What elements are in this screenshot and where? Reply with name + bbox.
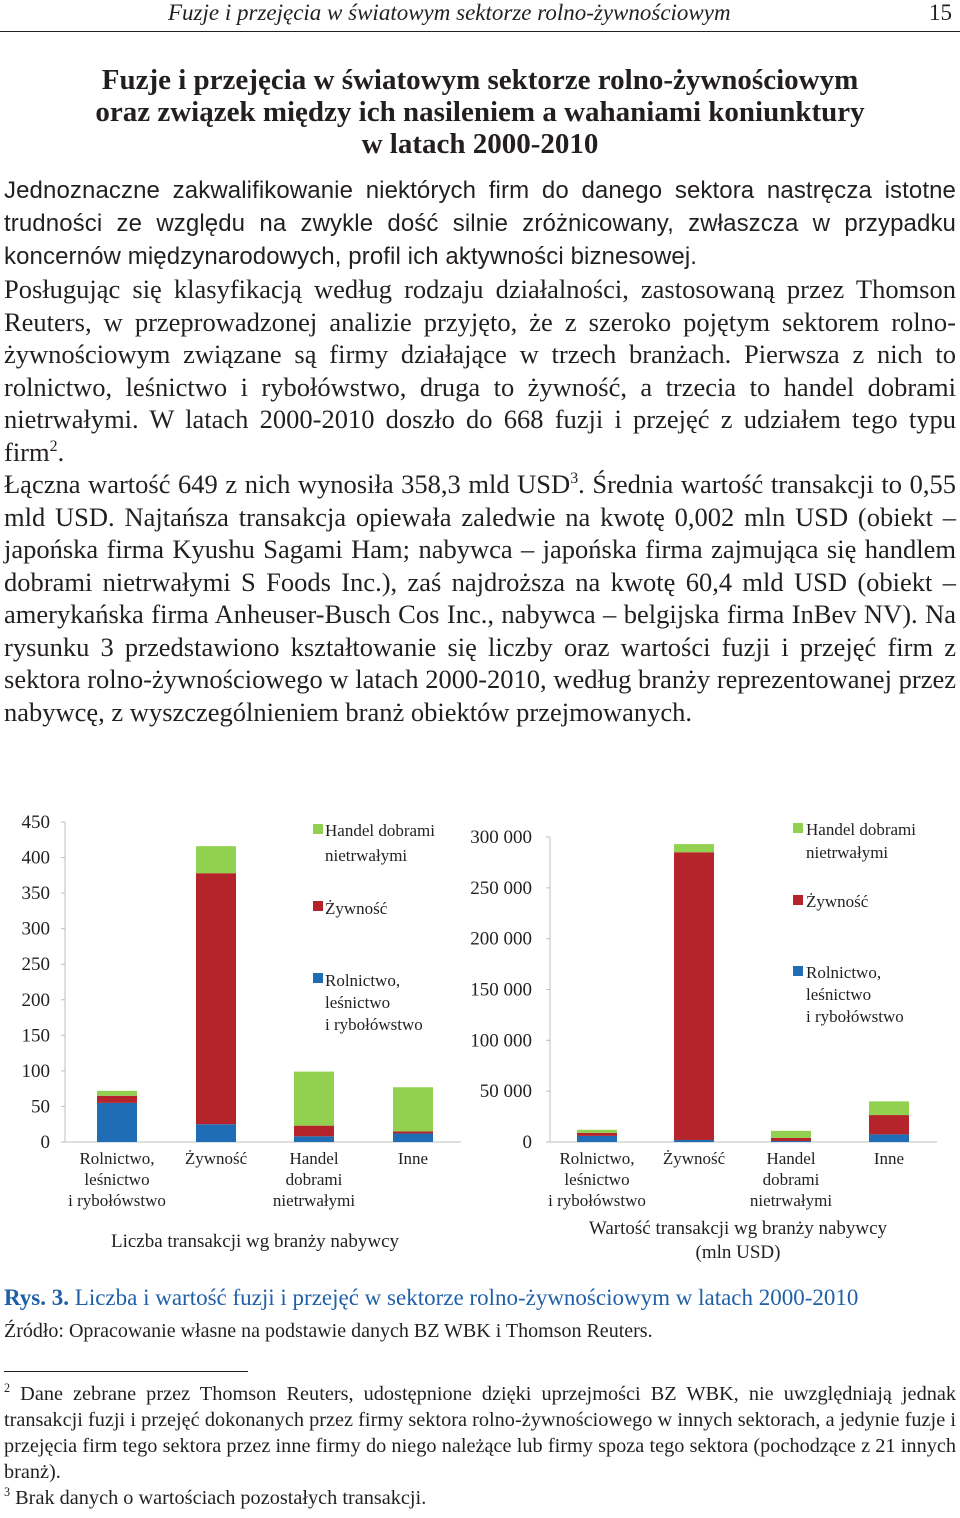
page-number: 15 <box>929 0 952 25</box>
legend-label: Żywność <box>806 892 869 911</box>
x-category-label: Rolnictwo, <box>559 1149 635 1168</box>
bar-segment <box>577 1133 617 1136</box>
y-tick-label: 100 <box>21 1060 50 1082</box>
y-tick-label: 0 <box>522 1132 532 1153</box>
y-tick-label: 250 <box>21 954 50 976</box>
body-text <box>4 273 956 728</box>
x-category-label: Inne <box>397 1149 429 1168</box>
x-category-label: i rybołówstwo <box>548 1191 646 1210</box>
legend-label: i rybołówstwo <box>806 1007 904 1026</box>
bar-segment <box>196 846 236 873</box>
x-category-label: leśnictwo <box>84 1170 150 1189</box>
legend-label: Żywność <box>325 899 388 918</box>
legend-label: leśnictwo <box>806 985 872 1004</box>
footnote-ref: 2 <box>49 437 58 455</box>
x-category-label: nietrwałymi <box>272 1191 356 1210</box>
y-tick-label: 50 000 <box>479 1081 532 1103</box>
x-category-label: i rybołówstwo <box>68 1191 166 1210</box>
x-category-label: Żywność <box>662 1149 726 1168</box>
paragraph-text: . <box>57 436 65 467</box>
running-title: Fuzje i przejęcia w światowym sektorze rolno-żywnościowym <box>168 0 731 25</box>
footnote <box>4 1485 956 1511</box>
y-tick-label: 450 <box>21 812 50 833</box>
y-tick-label: 100 000 <box>470 1030 532 1052</box>
paragraph-text: Łączna wartość 649 z nich wynosiła 358,3 mld USD <box>4 469 571 499</box>
footnote-mark: 3 <box>4 1485 11 1500</box>
y-tick-label: 50 <box>31 1096 50 1118</box>
bar-segment <box>393 1087 433 1131</box>
footnotes <box>4 1381 956 1511</box>
bar-segment <box>771 1138 811 1141</box>
bar-segment <box>294 1136 334 1142</box>
legend-label: leśnictwo <box>325 993 391 1012</box>
bar-segment <box>674 1140 714 1142</box>
article-title <box>0 64 960 160</box>
footnote-text: Brak danych o wartościach pozostałych transakcji. <box>15 1487 427 1509</box>
bar-segment <box>869 1115 909 1134</box>
y-tick-label: 0 <box>40 1132 50 1153</box>
bar-segment <box>97 1103 137 1142</box>
x-category-label: dobrami <box>762 1170 820 1189</box>
legend-label: Rolnictwo, <box>806 963 882 982</box>
legend-swatch <box>793 966 803 976</box>
footnote-ref: 3 <box>570 470 579 488</box>
body-paragraph <box>4 273 956 468</box>
y-tick-label: 300 000 <box>470 827 532 848</box>
x-category-label: dobrami <box>285 1170 343 1189</box>
bar-segment <box>97 1091 137 1096</box>
figure-3-charts <box>0 790 960 1275</box>
header-rule <box>0 31 960 32</box>
y-tick-label: 150 <box>21 1025 50 1047</box>
caption-text: Liczba i wartość fuzji i przejęć w sektorze rolno-żywnościowym w latach 2000-2010 <box>74 1285 859 1310</box>
bar-segment <box>577 1136 617 1142</box>
x-category-label: Handel <box>766 1149 816 1168</box>
y-tick-label: 200 000 <box>470 928 532 950</box>
chart-title: Wartość transakcji wg branży nabywcy <box>588 1218 888 1239</box>
footnote <box>4 1381 956 1485</box>
title-line: Fuzje i przejęcia w światowym sektorze rolno-żywnościowym <box>101 64 859 96</box>
bar-segment <box>771 1131 811 1138</box>
y-tick-label: 400 <box>21 847 50 869</box>
y-tick-label: 150 000 <box>470 979 532 1001</box>
bar-segment <box>869 1134 909 1142</box>
x-category-label: nietrwałymi <box>749 1191 833 1210</box>
body-paragraph <box>4 468 956 728</box>
legend-swatch <box>793 895 803 905</box>
legend-label: Handel dobrami <box>325 821 435 840</box>
legend-label: Handel dobrami <box>806 820 916 839</box>
legend-swatch <box>313 901 323 911</box>
legend-swatch <box>793 823 803 833</box>
running-header <box>0 0 960 40</box>
legend-label: nietrwałymi <box>806 843 889 862</box>
legend-label: nietrwałymi <box>325 846 408 865</box>
legend-swatch <box>313 824 323 834</box>
bar-segment <box>97 1096 137 1103</box>
x-category-label: leśnictwo <box>564 1170 630 1189</box>
bar-segment <box>393 1131 433 1133</box>
title-line: w latach 2000-2010 <box>361 128 599 160</box>
figure-source: Źródło: Opracowanie własne na podstawie danych BZ WBK i Thomson Reuters. <box>4 1320 653 1342</box>
y-tick-label: 250 000 <box>470 877 532 899</box>
chart-title: Liczba transakcji wg branży nabywcy <box>110 1231 400 1252</box>
footnote-text: Dane zebrane przez Thomson Reuters, udostępnione dzięki uprzejmości BZ WBK, nie uwzględniają jednak transakcji fuzji i przejęć dokonanych przez firmy sektora rolno-żywnościowego w innych sektorach, a jedynie fuzje i przejęcia firm tego sektora przez inne firmy do niego należące lub firmy spoza tego sektora (pochodzące z 21 innych branż). <box>4 1383 956 1483</box>
paragraph-text: . Średnia wartość transakcji to 0,55 mld USD. Najtańsza transakcja opiewała zaledwie na kwotę 0,002 mln USD (obiekt – japońska firma Kyushu Sagami Ham; nabywca – japońska firma zajmująca się handlem dobrami nietrwałymi S Foods Inc.), zaś najdroższa na kwotę 60,4 mld USD (obiekt – amerykańska firma Anheuser-Busch Cos Inc., nabywca – belgijska firma InBev NV). Na rysunku 3 przedstawiono kształtowanie się liczby oraz wartości fuzji i przejęć firm z sektora rolno-żywnościowego w latach 2000-2010, według branży reprezentowanej przez nabywcę, z wyszczególnieniem branż obiektów przejmowanych. <box>4 469 956 727</box>
bar-segment <box>869 1101 909 1115</box>
bar-segment <box>393 1133 433 1142</box>
legend-swatch <box>313 973 323 983</box>
bar-segment <box>674 852 714 1140</box>
y-tick-label: 200 <box>21 989 50 1011</box>
caption-label: Rys. 3. <box>4 1285 70 1310</box>
title-line: oraz związek między ich nasileniem a wahaniami koniunktury <box>95 96 865 128</box>
y-tick-label: 300 <box>21 918 50 940</box>
bar-segment <box>294 1126 334 1137</box>
bar-segment <box>577 1130 617 1133</box>
bar-segment <box>771 1141 811 1142</box>
bar-segment <box>196 1124 236 1142</box>
legend-label: Rolnictwo, <box>325 971 401 990</box>
y-tick-label: 350 <box>21 883 50 905</box>
bar-segment <box>196 873 236 1124</box>
bar-segment <box>294 1072 334 1126</box>
x-category-label: Handel <box>289 1149 339 1168</box>
lede-paragraph: Jednoznaczne zakwalifikowanie niektórych firm do danego sektora nastręcza istotne trudności ze względu na zwykle dość silnie zróżnicowany, zwłaszcza w przypadku koncernów międzynarodowych, profil ich aktywności biznesowej. <box>4 177 956 270</box>
paragraph-text: Posługując się klasyfikacją według rodzaju działalności, zastosowaną przez Thomson Reuters, w przeprowadzonej analizie przyjęto, że z szeroko pojętym sektorem rolno-żywnościowym związane są firmy działające w trzech branżach. Pierwsza z nich to rolnictwo, leśnictwo i rybołówstwo, druga to żywność, a trzecia to handel dobrami nietrwałymi. W latach 2000-2010 doszło do 668 fuzji i przejęć z udziałem tego typu firm <box>4 274 956 467</box>
legend-label: i rybołówstwo <box>325 1015 423 1034</box>
chart-title: (mln USD) <box>695 1242 781 1263</box>
bar-segment <box>674 844 714 852</box>
x-category-label: Inne <box>873 1149 905 1168</box>
figure-caption <box>4 1284 960 1312</box>
x-category-label: Żywność <box>184 1149 248 1168</box>
footnote-rule <box>4 1371 248 1372</box>
x-category-label: Rolnictwo, <box>79 1149 155 1168</box>
footnote-mark: 2 <box>4 1381 11 1396</box>
